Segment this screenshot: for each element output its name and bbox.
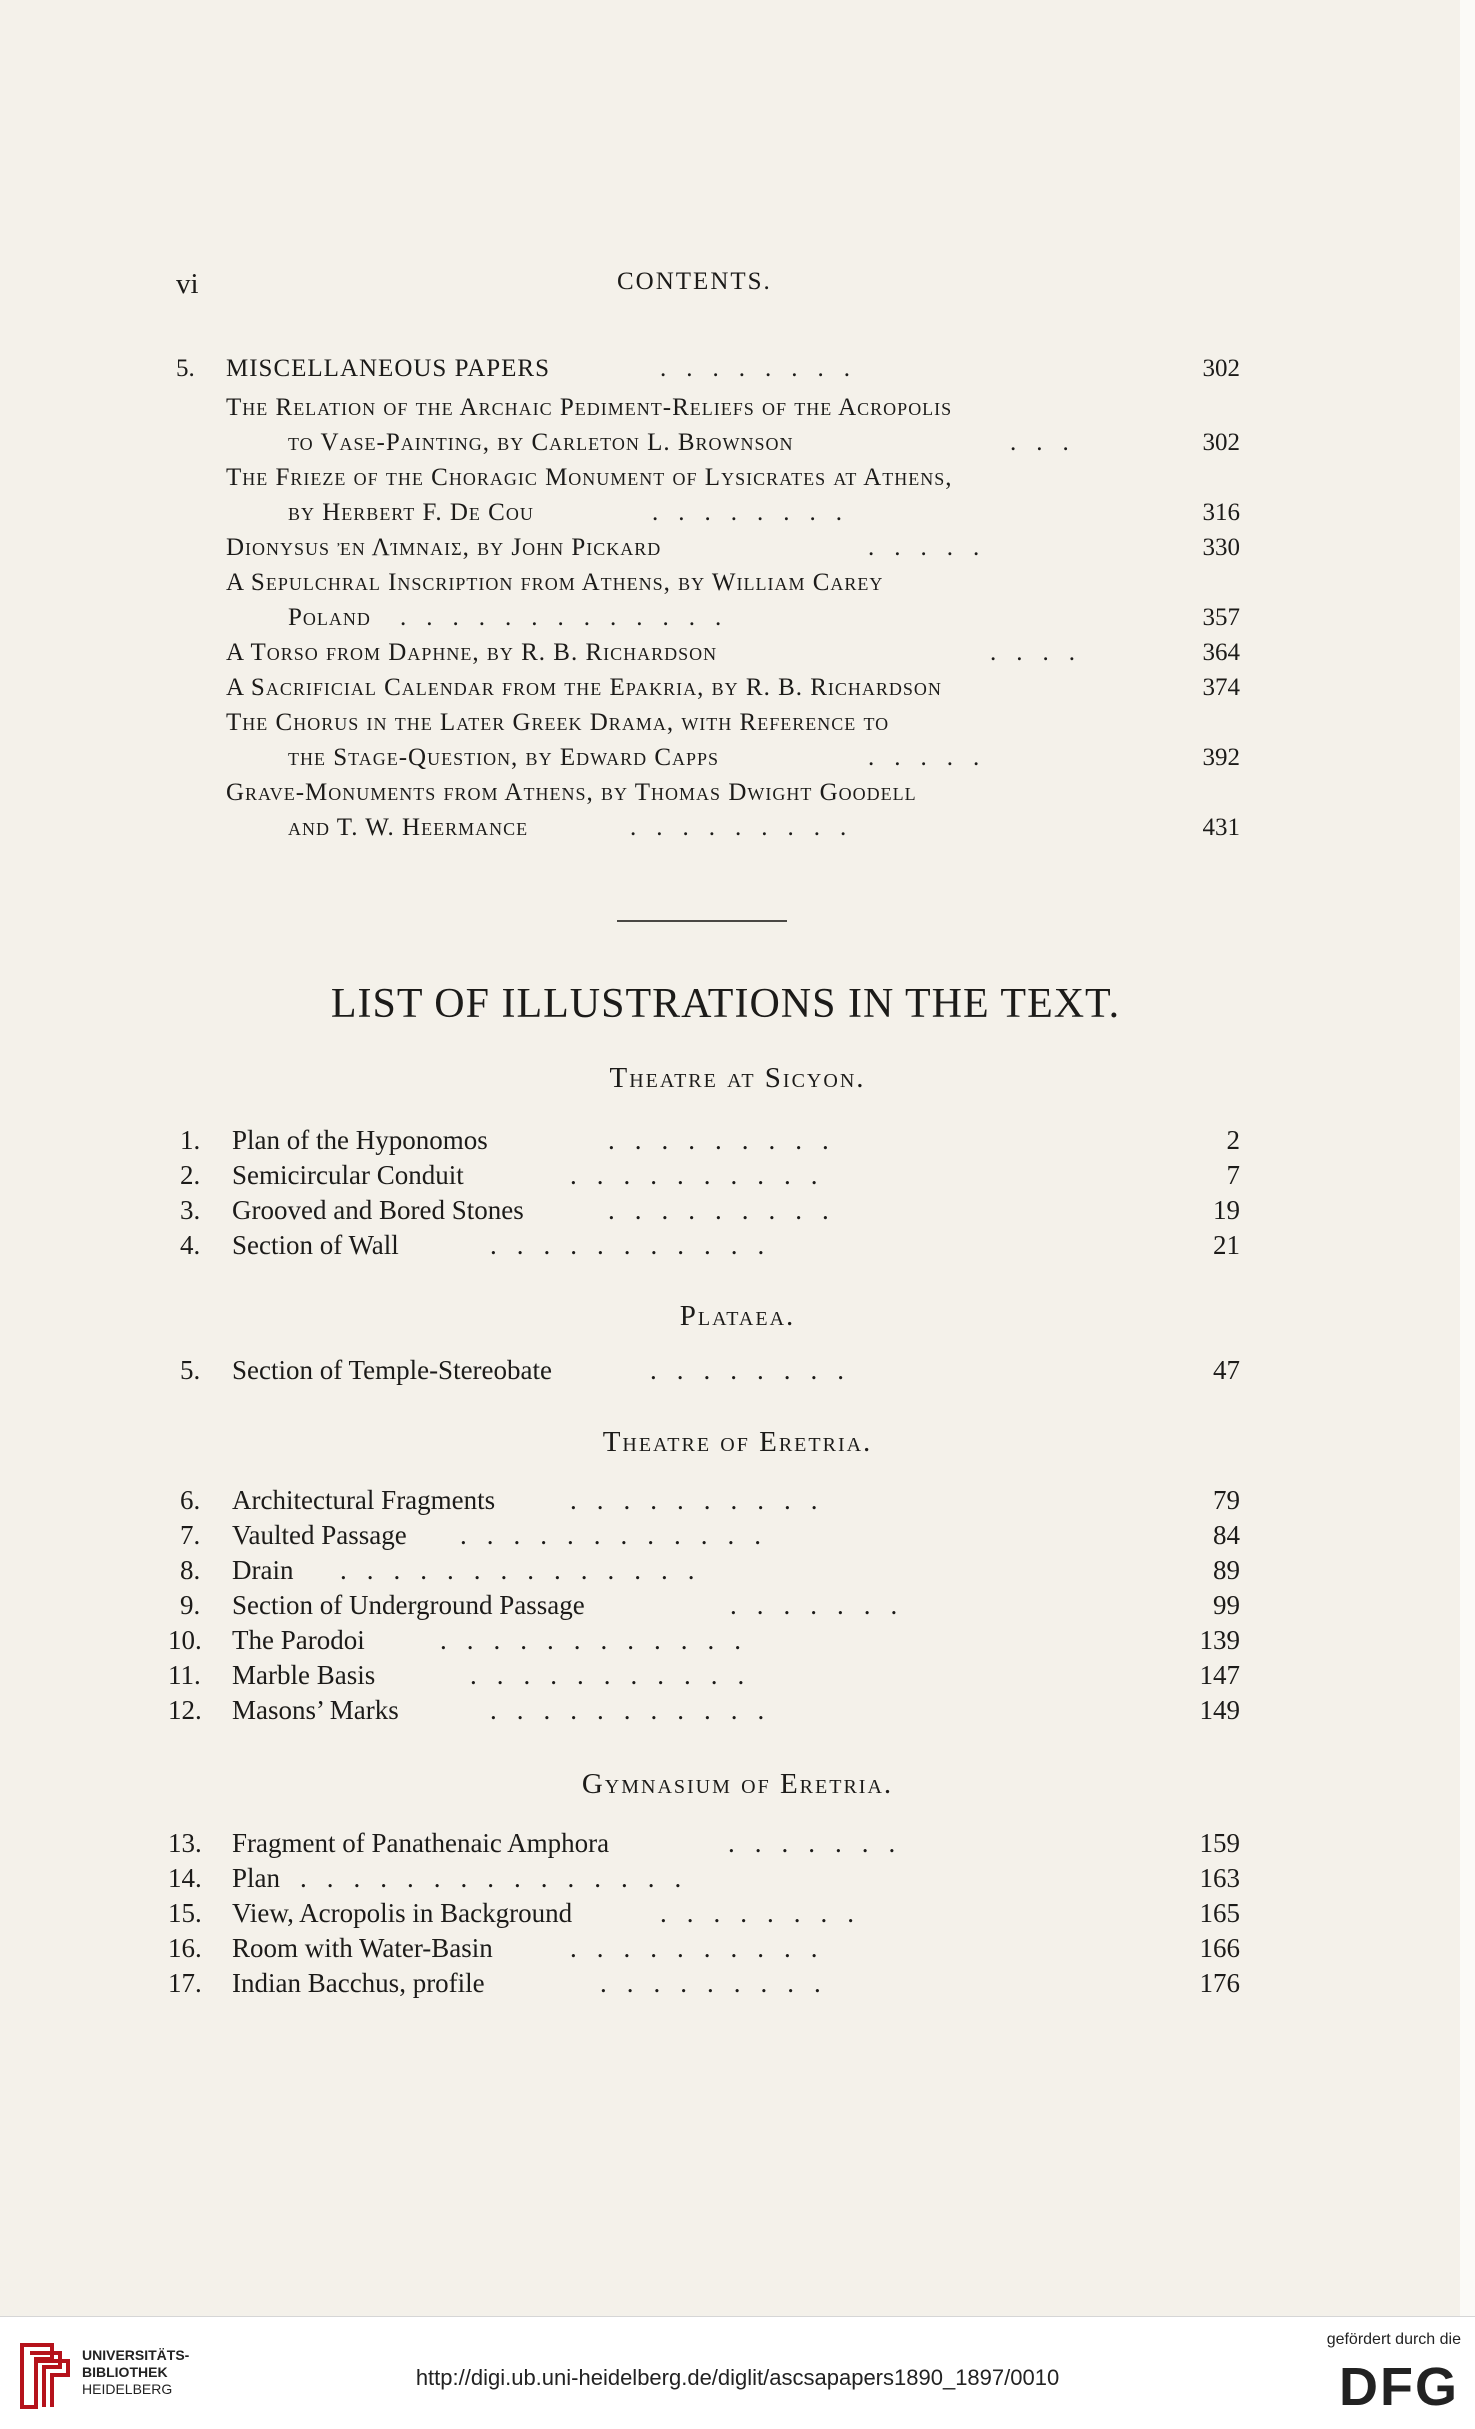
illustration-number: 11. (168, 1660, 201, 1690)
paper-entry-continued (0, 604, 1475, 640)
leader-dots: ............ (460, 1520, 781, 1550)
leader-dots: ........... (470, 1660, 765, 1690)
illustration-title: Plan of the Hyponomos (232, 1125, 488, 1155)
leader-dots: ....... (728, 1828, 916, 1858)
illustration-page: 166 (1199, 1933, 1240, 1963)
paper-title-line: The Relation of the Archaic Pediment-Reliefs of the Acropolis (226, 394, 953, 421)
illustration-row (0, 1485, 1475, 1521)
paper-entry (0, 674, 1475, 710)
illustration-row (0, 1968, 1475, 2004)
illustration-page: 165 (1199, 1898, 1240, 1928)
illustration-title: Section of Temple-Stereobate (232, 1355, 553, 1385)
page-edge (1460, 0, 1475, 2316)
paper-title-line: The Chorus in the Later Greek Drama, with Reference to (226, 709, 890, 736)
illustration-row (0, 1625, 1475, 1661)
illustration-page: 21 (1213, 1230, 1240, 1260)
illustration-row (0, 1160, 1475, 1196)
paper-title-line: by Herbert F. De Cou (288, 499, 534, 526)
leader-dots: .... (990, 639, 1095, 666)
paper-entry (0, 779, 1475, 815)
funding-note: gefördert durch die (1326, 2331, 1461, 2348)
leader-dots: ........... (490, 1695, 785, 1725)
paper-page: 357 (1202, 604, 1240, 631)
paper-page: 316 (1202, 499, 1240, 526)
leader-dots: ............. (400, 604, 742, 631)
illustration-title: Grooved and Bored Stones (232, 1195, 524, 1225)
leader-dots: ............ (440, 1625, 761, 1655)
group-heading: Theatre of Eretria. (602, 1426, 873, 1458)
section-title: MISCELLANEOUS PAPERS (226, 355, 551, 382)
list-of-illustrations-title: LIST OF ILLUSTRATIONS IN THE TEXT. (330, 981, 1121, 1027)
paper-entry-continued (0, 429, 1475, 465)
illustration-row (0, 1125, 1475, 1161)
paper-title-line: to Vase-Painting, by Carleton L. Brownson (288, 429, 794, 456)
illustration-page: 89 (1213, 1555, 1240, 1585)
leader-dots: ........ (660, 1898, 874, 1928)
illustration-row (0, 1660, 1475, 1696)
illustration-number: 12. (168, 1695, 202, 1725)
library-logo-line: BIBLIOTHEK (82, 2364, 168, 2380)
library-logo-line: UNIVERSITÄTS- (82, 2347, 190, 2363)
illustration-title: Section of Underground Passage (232, 1590, 585, 1620)
illustration-page: 7 (1226, 1160, 1240, 1190)
paper-entry (0, 569, 1475, 605)
illustration-page: 147 (1199, 1660, 1240, 1690)
illustration-number: 15. (168, 1898, 202, 1928)
group-heading: Gymnasium of Eretria. (581, 1768, 894, 1800)
library-logo-line: HEIDELBERG (82, 2381, 173, 2397)
leader-dots: ........... (490, 1230, 785, 1260)
group-heading: Theatre at Sicyon. (609, 1062, 866, 1094)
leader-dots: ........ (652, 499, 862, 526)
illustration-title: Indian Bacchus, profile (232, 1968, 485, 1998)
paper-entry (0, 464, 1475, 500)
permalink-url[interactable]: http://digi.ub.uni-heidelberg.de/diglit/ascsapapers1890_1897/0010 (415, 2365, 1060, 2390)
illustration-row (0, 1695, 1475, 1731)
leader-dots: ......... (600, 1968, 841, 1998)
illustration-title: Marble Basis (232, 1660, 376, 1690)
paper-title-line: and T. W. Heermance (288, 814, 529, 841)
leader-dots: ......... (608, 1195, 849, 1225)
illustration-number: 9. (180, 1590, 201, 1620)
footer-bar (0, 2316, 1475, 2429)
leader-dots: ......... (608, 1125, 849, 1155)
illustration-row (0, 1520, 1475, 1556)
illustration-row (0, 1898, 1475, 1934)
illustration-page: 19 (1213, 1195, 1240, 1225)
illustration-title: Architectural Fragments (232, 1485, 496, 1515)
paper-entry-continued (0, 744, 1475, 780)
illustration-number: 13. (168, 1828, 202, 1858)
header-running-title: CONTENTS. (617, 268, 772, 295)
illustration-number: 16. (168, 1933, 202, 1963)
leader-dots: ... (1010, 429, 1089, 456)
paper-entry (0, 534, 1475, 570)
section-heading-row (0, 355, 1475, 391)
illustration-number: 17. (168, 1968, 202, 1998)
leader-dots: ......... (630, 814, 867, 841)
illustration-page: 149 (1199, 1695, 1240, 1725)
illustration-number: 7. (180, 1520, 201, 1550)
illustration-row (0, 1828, 1475, 1864)
illustration-number: 8. (180, 1555, 201, 1585)
illustration-title: Masons’ Marks (232, 1695, 399, 1725)
illustration-title: Fragment of Panathenaic Amphora (232, 1828, 610, 1858)
paper-title-line: A Sepulchral Inscription from Athens, by William Carey (226, 569, 884, 596)
paper-entry-continued (0, 499, 1475, 535)
paper-title-line: the Stage-Question, by Edward Capps (288, 744, 720, 771)
leader-dots: ..... (868, 744, 1000, 771)
illustration-number: 14. (168, 1863, 202, 1893)
illustration-title: The Parodoi (232, 1625, 365, 1655)
section-divider-rule (617, 920, 787, 922)
illustration-row (0, 1355, 1475, 1391)
illustration-page: 99 (1213, 1590, 1240, 1620)
illustration-page: 176 (1199, 1968, 1240, 1998)
illustration-title: Semicircular Conduit (232, 1160, 464, 1190)
illustration-row (0, 1590, 1475, 1626)
header-page-number: vi (176, 268, 199, 300)
illustration-number: 10. (168, 1625, 202, 1655)
illustration-page: 79 (1213, 1485, 1240, 1515)
illustration-row (0, 1555, 1475, 1591)
leader-dots: ........ (660, 355, 870, 382)
illustration-page: 84 (1213, 1520, 1240, 1550)
paper-title-line: Dionysus ἐν Λίμναις, by John Pickard (226, 534, 662, 561)
paper-page: 374 (1202, 674, 1240, 701)
illustration-number: 2. (180, 1160, 201, 1190)
paper-page: 431 (1202, 814, 1240, 841)
illustration-title: Plan (232, 1863, 281, 1893)
illustration-page: 163 (1199, 1863, 1240, 1893)
illustration-number: 1. (180, 1125, 201, 1155)
illustration-number: 4. (180, 1230, 201, 1260)
illustration-number: 5. (180, 1355, 201, 1385)
illustration-page: 47 (1213, 1355, 1240, 1385)
illustration-number: 3. (180, 1195, 201, 1225)
leader-dots: .............. (340, 1555, 715, 1585)
paper-entry-continued (0, 814, 1475, 850)
illustration-title: Vaulted Passage (232, 1520, 407, 1550)
illustration-page: 2 (1226, 1125, 1240, 1155)
illustration-title: Room with Water-Basin (232, 1933, 493, 1963)
illustration-title: Section of Wall (232, 1230, 399, 1260)
paper-title-line: A Torso from Daphne, by R. B. Richardson (226, 639, 718, 666)
leader-dots: ........ (650, 1355, 864, 1385)
leader-dots: .......... (570, 1160, 838, 1190)
leader-dots: ..... (868, 534, 1000, 561)
illustration-title: Drain (232, 1555, 294, 1585)
paper-page: 364 (1202, 639, 1240, 666)
illustration-page: 139 (1199, 1625, 1240, 1655)
group-heading: Plataea. (679, 1300, 796, 1332)
paper-title-line: The Frieze of the Choragic Monument of Lysicrates at Athens, (226, 464, 953, 491)
leader-dots: .......... (570, 1933, 838, 1963)
paper-entry (0, 639, 1475, 675)
illustration-page: 159 (1199, 1828, 1240, 1858)
leader-dots: .......... (570, 1485, 838, 1515)
leader-dots: ............... (300, 1863, 702, 1893)
illustration-row (0, 1195, 1475, 1231)
illustration-title: View, Acropolis in Background (232, 1898, 573, 1928)
leader-dots: ....... (730, 1590, 918, 1620)
paper-page: 392 (1202, 744, 1240, 771)
paper-page: 302 (1202, 429, 1240, 456)
illustration-number: 6. (180, 1485, 201, 1515)
paper-entry (0, 394, 1475, 430)
paper-entry (0, 709, 1475, 745)
paper-page: 330 (1202, 534, 1240, 561)
paper-title-line: Poland (288, 604, 371, 631)
section-page: 302 (1202, 355, 1240, 382)
dfg-logo: DFG (1339, 2357, 1459, 2417)
paper-title-line: A Sacrificial Calendar from the Epakria, by R. B. Richardson (226, 674, 942, 701)
paper-title-line: Grave-Monuments from Athens, by Thomas Dwight Goodell (226, 779, 917, 806)
illustration-row (0, 1933, 1475, 1969)
section-number: 5. (176, 355, 195, 382)
illustration-row (0, 1863, 1475, 1899)
illustration-row (0, 1230, 1475, 1266)
